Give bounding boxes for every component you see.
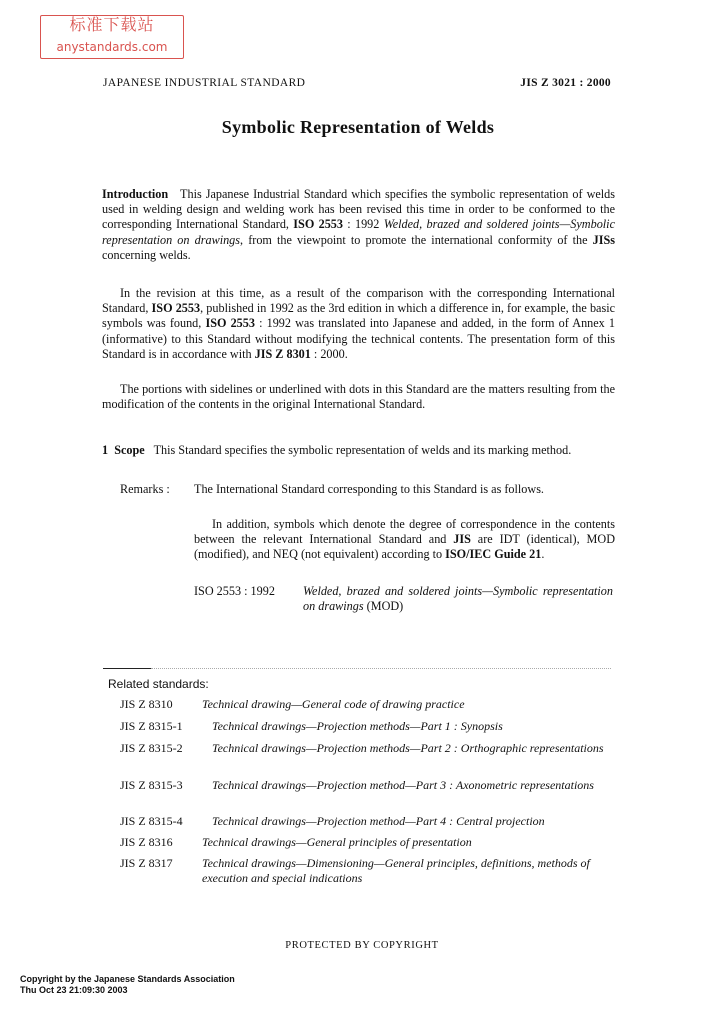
- note-text: .: [541, 547, 545, 562]
- dotted-rule: [151, 668, 611, 669]
- related-standard-code: JIS Z 8310: [120, 697, 173, 711]
- header-standard-type: JAPANESE INDUSTRIAL STANDARD: [103, 77, 306, 89]
- scope-text: This Standard specifies the symbolic representation of welds and its marking method.: [153, 443, 572, 457]
- copyright-timestamp: Thu Oct 23 21:09:30 2003: [20, 985, 128, 995]
- scope-number: 1: [102, 443, 109, 457]
- jis-reference: JISs: [592, 232, 615, 247]
- revision-paragraph: [102, 286, 615, 362]
- remarks-text: The International Standard corresponding to this Standard is as follows.: [194, 482, 544, 496]
- header-standard-number: JIS Z 3021 : 2000: [520, 77, 611, 89]
- iso-reference: ISO 2553: [293, 217, 343, 232]
- related-standard-title: Technical drawings—Projection methods—Part 1 : Synopsis: [212, 719, 503, 733]
- related-standard-code: JIS Z 8316: [120, 835, 173, 849]
- copyright-notice: PROTECTED BY COPYRIGHT: [285, 940, 439, 951]
- scope-section: [102, 443, 615, 458]
- jis-reference: JIS Z 8301: [254, 346, 311, 361]
- related-standards-label: Related standards:: [108, 677, 209, 691]
- related-standard-code: JIS Z 8317: [120, 856, 173, 870]
- related-standard-title: Technical drawings—General principles of presentation: [202, 835, 472, 849]
- introduction-paragraph: [102, 187, 615, 263]
- intro-text: This Japanese Industrial Standard which specifies the symbolic representation of welds used in welding design and welding work has been revised this time in order to be conformed to the corresponding International Standard,: [102, 187, 616, 232]
- guide-reference: ISO/IEC Guide 21: [445, 547, 542, 562]
- related-standard-title: Technical drawings—Projection methods—Part 2 : Orthographic representations: [212, 741, 604, 755]
- iso-reference-title: [303, 584, 613, 614]
- iso-title: Welded, brazed and soldered joints—Symbolic representation on drawings: [303, 584, 613, 614]
- revision-text: In the revision at this time, as a result of the comparison with the corresponding International Standard,: [102, 286, 615, 316]
- document-title: Symbolic Representation of Welds: [221, 117, 495, 137]
- revision-text: , published in 1992 as the 3rd edition in which a difference in, for example, the basic symbols was found,: [102, 301, 615, 331]
- remarks-label: Remarks :: [120, 482, 170, 496]
- intro-text: : 1992: [342, 217, 384, 232]
- sideline-note-paragraph: The portions with sidelines or underlined with dots in this Standard are the matters resulting from the modification of the contents in the original International Standard.: [102, 382, 615, 412]
- introduction-heading: Introduction: [102, 187, 169, 201]
- correspondence-degree: (MOD): [363, 599, 404, 614]
- related-standard-title: Technical drawings—Projection method—Part 3 : Axonometric representations: [212, 778, 594, 792]
- related-standard-title: Technical drawings—Projection method—Part 4 : Central projection: [212, 814, 545, 828]
- related-standard-code: JIS Z 8315-4: [120, 814, 183, 828]
- scope-heading: Scope: [114, 443, 145, 457]
- revision-text: : 2000.: [310, 346, 348, 361]
- iso-reference-code: ISO 2553 : 1992: [194, 584, 275, 598]
- related-standard-code: JIS Z 8315-3: [120, 778, 183, 792]
- related-standard-code: JIS Z 8315-2: [120, 741, 183, 755]
- watermark-stamp: [40, 15, 184, 59]
- copyright-stamp: [20, 974, 235, 996]
- intro-text: , from the viewpoint to promote the international conformity of the: [240, 232, 593, 247]
- related-standard-title: Technical drawings—Dimensioning—General principles, definitions, methods of execution and special indications: [202, 856, 590, 886]
- correspondence-note: [194, 517, 615, 563]
- watermark-domain: anystandards.com: [56, 40, 168, 54]
- note-text: In addition, symbols which denote the degree of correspondence in the contents between the relevant International Standard and: [194, 517, 615, 547]
- watermark-chinese: 标准下载站: [69, 15, 155, 34]
- note-text: are IDT (identical), MOD (modified), and NEQ (not equivalent) according to: [194, 532, 615, 562]
- copyright-owner: Copyright by the Japanese Standards Association: [20, 974, 235, 984]
- revision-text: : 1992 was translated into Japanese and added, in the form of Annex 1 (informative) to this Standard without modifying the technical contents. The presentation form of this Standard is in accordance with: [102, 316, 615, 361]
- iso-title: Welded, brazed and soldered joints—Symbolic representation on drawings: [102, 217, 615, 247]
- iso-reference: ISO 2553: [151, 301, 201, 316]
- iso-reference: ISO 2553: [205, 316, 255, 331]
- intro-text: concerning welds.: [102, 247, 191, 262]
- related-standard-title: Technical drawing—General code of drawing practice: [202, 697, 465, 711]
- footnote-rule: [103, 668, 151, 669]
- jis-reference: JIS: [453, 532, 471, 547]
- related-standard-code: JIS Z 8315-1: [120, 719, 183, 733]
